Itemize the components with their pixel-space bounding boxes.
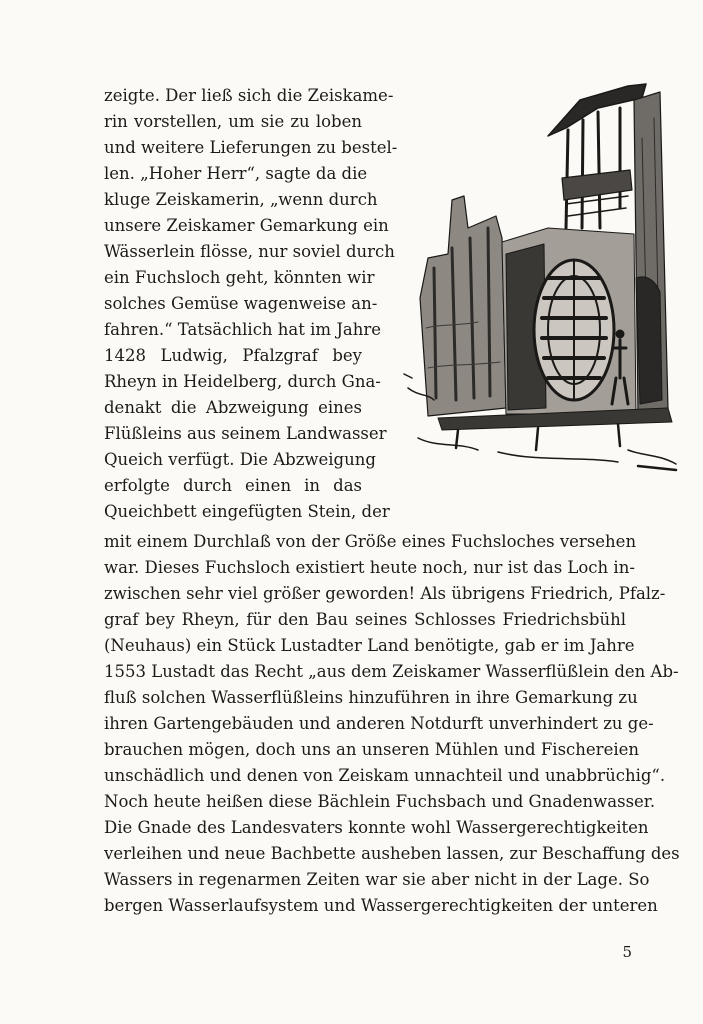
text-line: unsere Zeiskamer Gemarkung ein [104, 216, 389, 235]
text-line: Wässerlein flösse, nur soviel durch [104, 242, 395, 261]
text-line: Wassers in regenarmen Zeiten war sie aber nicht in der Lage. So [104, 870, 650, 889]
text-line: erfolgte durch einen in das [104, 476, 362, 495]
text-line: ihren Gartengebäuden und anderen Notdurft unverhindert zu ge- [104, 714, 654, 733]
text-line: len. „Hoher Herr“, sagte da die [104, 164, 368, 183]
text-line: zeigte. Der ließ sich die Zeiskame- [104, 86, 394, 105]
text-line: fahren.“ Tatsächlich hat im Jahre [104, 320, 382, 339]
text-line: Rheyn in Heidelberg, durch Gna- [104, 372, 381, 391]
text-line: mit einem Durchlaß von der Größe eines Fuchsloches versehen [104, 532, 637, 551]
text-line: graf bey Rheyn, für den Bau seines Schlosses Friedrichsbühl [104, 610, 626, 629]
text-line: 1428 Ludwig, Pfalzgraf bey [104, 346, 362, 365]
text-line: zwischen sehr viel größer geworden! Als übrigens Friedrich, Pfalz- [104, 584, 666, 603]
text-line: (Neuhaus) ein Stück Lustadter Land benötigte, gab er im Jahre [104, 636, 635, 655]
page-number: 5 [622, 943, 632, 961]
text-line: rin vorstellen, um sie zu loben [104, 112, 362, 131]
text-line: 1553 Lustadt das Recht „aus dem Zeiskamer Wasserflüßlein den Ab- [104, 662, 679, 681]
text-line: ein Fuchsloch geht, könnten wir [104, 268, 375, 287]
text-line: Die Gnade des Landesvaters konnte wohl Wassergerechtigkeiten [104, 818, 649, 837]
text-line: und weitere Lieferungen zu bestel- [104, 138, 398, 157]
text-line: unschädlich und denen von Zeiskam unnachteil und unabbrüchig“. [104, 766, 666, 785]
watermill-illustration-icon [398, 78, 680, 474]
text-line: brauchen mögen, doch uns an unseren Mühlen und Fischereien [104, 740, 640, 759]
text-line: solches Gemüse wagenweise an- [104, 294, 378, 313]
text-line: Queichbett eingefügten Stein, der [104, 502, 390, 521]
text-line: kluge Zeiskamerin, „wenn durch [104, 190, 378, 209]
text-line: Noch heute heißen diese Bächlein Fuchsbach und Gnadenwasser. [104, 792, 656, 811]
text-line: bergen Wasserlaufsystem und Wassergerechtigkeiten der unteren [104, 896, 658, 915]
text-line: Queich verfügt. Die Abzweigung [104, 450, 376, 469]
text-line: war. Dieses Fuchsloch existiert heute noch, nur ist das Loch in- [104, 558, 635, 577]
text-line: Flüßleins aus seinem Landwasser [104, 424, 387, 443]
text-line: denakt die Abzweigung eines [104, 398, 362, 417]
text-line: verleihen und neue Bachbette ausheben lassen, zur Beschaffung des [104, 844, 680, 863]
text-line: fluß solchen Wasserflüßleins hinzuführen in ihre Gemarkung zu [104, 688, 638, 707]
